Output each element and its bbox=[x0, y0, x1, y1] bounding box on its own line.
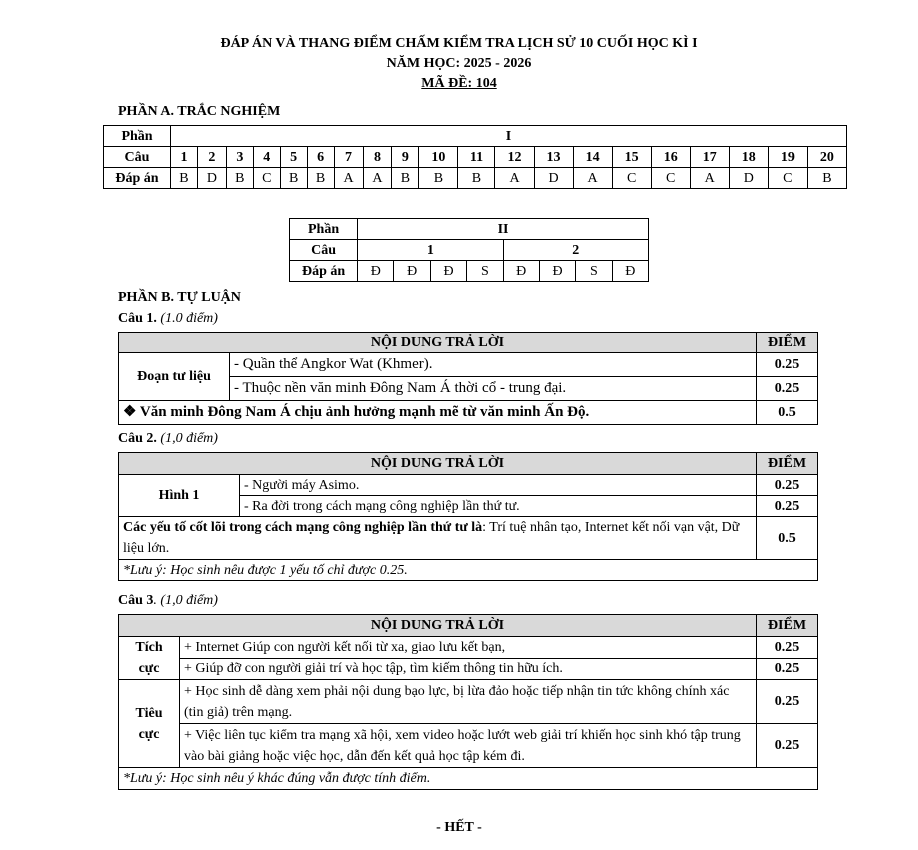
mc-question-number: 6 bbox=[307, 147, 334, 168]
mc-question-number: 17 bbox=[690, 147, 729, 168]
q3-group-positive-line2: cực bbox=[138, 661, 160, 676]
q1-heading bbox=[118, 311, 218, 327]
q3-group-negative bbox=[119, 680, 180, 768]
mc-question-number: 11 bbox=[458, 147, 495, 168]
q2-col-content: NỘI DUNG TRẢ LỜI bbox=[119, 453, 757, 475]
mc-question-number: 4 bbox=[253, 147, 280, 168]
q1-score-2: 0.25 bbox=[757, 377, 818, 401]
mc-answer-table bbox=[103, 125, 847, 189]
tf-answer-value: S bbox=[467, 261, 503, 282]
mc-answer-value: C bbox=[768, 168, 807, 189]
mc-question-number: 19 bbox=[768, 147, 807, 168]
tf-question-1: 1 bbox=[358, 240, 503, 261]
q3-table bbox=[118, 614, 818, 790]
q2-heading bbox=[118, 431, 218, 447]
q1-score-3: 0.5 bbox=[757, 401, 818, 425]
q1-points: (1.0 điểm) bbox=[160, 311, 218, 326]
q1-summary: ❖ Văn minh Đông Nam Á chịu ảnh hưởng mạnh mẽ từ văn minh Ấn Độ. bbox=[119, 401, 757, 425]
mc-question-number: 18 bbox=[729, 147, 768, 168]
mc-question-number: 12 bbox=[495, 147, 534, 168]
mc-answer-label: Đáp án bbox=[104, 168, 171, 189]
mc-answer-value: B bbox=[280, 168, 307, 189]
q3-note: *Lưu ý: Học sinh nêu ý khác đúng vẫn được tính điểm. bbox=[119, 768, 818, 790]
q3-score-1: 0.25 bbox=[757, 637, 818, 659]
mc-question-number: 10 bbox=[419, 147, 458, 168]
mc-answer-value: A bbox=[495, 168, 534, 189]
tf-part-label: Phần bbox=[290, 219, 358, 240]
q2-note: *Lưu ý: Học sinh nêu được 1 yếu tố chỉ được 0.25. bbox=[119, 560, 818, 581]
doc-title: ĐÁP ÁN VÀ THANG ĐIỂM CHẤM KIỂM TRA LỊCH SỬ 10 CUỐI HỌC KÌ I bbox=[220, 36, 698, 51]
mc-answer-value: B bbox=[419, 168, 458, 189]
mc-question-number: 7 bbox=[334, 147, 363, 168]
tf-answer-value: S bbox=[576, 261, 612, 282]
q3-item-1: + Internet Giúp con người kết nối từ xa, giao lưu kết bạn, bbox=[180, 637, 757, 659]
q3-label: Câu 3 bbox=[118, 593, 154, 608]
q2-score-3: 0.5 bbox=[757, 517, 818, 560]
q3-item-2: + Giúp đỡ con người giải trí và học tập, tìm kiếm thông tin hữu ích. bbox=[180, 658, 757, 680]
tf-answer-label: Đáp án bbox=[290, 261, 358, 282]
q2-score-2: 0.25 bbox=[757, 496, 818, 517]
q1-item-1: - Quần thể Angkor Wat (Khmer). bbox=[230, 353, 757, 377]
end-marker: - HẾT - bbox=[436, 820, 482, 835]
mc-answer-value: B bbox=[392, 168, 419, 189]
mc-part-label: Phần bbox=[104, 126, 171, 147]
mc-answer-value: B bbox=[807, 168, 846, 189]
mc-part-value: I bbox=[171, 126, 847, 147]
mc-question-label: Câu bbox=[104, 147, 171, 168]
q3-points: . (1,0 điểm) bbox=[153, 593, 218, 608]
q3-score-3: 0.25 bbox=[757, 680, 818, 724]
part-a-title: PHẦN A. TRẮC NGHIỆM bbox=[118, 104, 281, 119]
mc-question-number: 13 bbox=[534, 147, 573, 168]
exam-code bbox=[0, 76, 918, 92]
mc-answer-value: D bbox=[729, 168, 768, 189]
tf-answer-value: Đ bbox=[358, 261, 394, 282]
q1-col-content: NỘI DUNG TRẢ LỜI bbox=[119, 333, 757, 353]
q1-item-2: - Thuộc nền văn minh Đông Nam Á thời cổ - trung đại. bbox=[230, 377, 757, 401]
q2-points: (1,0 điểm) bbox=[160, 431, 218, 446]
tf-answer-value: Đ bbox=[430, 261, 466, 282]
q2-score-1: 0.25 bbox=[757, 475, 818, 496]
mc-answer-value: A bbox=[363, 168, 392, 189]
mc-answer-value: C bbox=[253, 168, 280, 189]
mc-answer-value: B bbox=[307, 168, 334, 189]
mc-answer-value: C bbox=[612, 168, 651, 189]
mc-answer-value: B bbox=[171, 168, 198, 189]
mc-question-number: 16 bbox=[651, 147, 690, 168]
q3-item-3: + Học sinh dễ dàng xem phải nội dung bạo lực, bị lừa đảo hoặc tiếp nhận tin tức không chính xác (tin giả) trên mạng. bbox=[180, 680, 757, 724]
q2-summary bbox=[119, 517, 757, 560]
school-year: NĂM HỌC: 2025 - 2026 bbox=[386, 56, 532, 71]
mc-answer-value: C bbox=[651, 168, 690, 189]
q2-col-score: ĐIỂM bbox=[757, 453, 818, 475]
mc-answer-value: A bbox=[334, 168, 363, 189]
q3-item-4: + Việc liên tục kiểm tra mạng xã hội, xem video hoặc lướt web giải trí khiến học sinh khó tập trung vào bài giảng hoặc việc học, dẫn đến kết quả học tập kém đi. bbox=[180, 724, 757, 768]
q1-group-label: Đoạn tư liệu bbox=[119, 353, 230, 401]
tf-answer-value: Đ bbox=[612, 261, 648, 282]
mc-answer-value: D bbox=[197, 168, 226, 189]
tf-answer-value: Đ bbox=[394, 261, 430, 282]
q2-summary-rest: : Trí tuệ nhân tạo, Internet kết nối vạn vật, Dữ liệu lớn. bbox=[123, 520, 740, 556]
q2-summary-bold: Các yếu tố cốt lõi trong cách mạng công nghiệp lần thứ tư là bbox=[123, 520, 483, 535]
q3-col-content: NỘI DUNG TRẢ LỜI bbox=[119, 615, 757, 637]
mc-question-number: 15 bbox=[612, 147, 651, 168]
tf-answer-value: Đ bbox=[539, 261, 575, 282]
mc-question-number: 8 bbox=[363, 147, 392, 168]
mc-question-number: 20 bbox=[807, 147, 846, 168]
q2-table bbox=[118, 452, 818, 581]
q2-group-label: Hình 1 bbox=[119, 475, 240, 517]
q3-group-negative-line2: cực bbox=[138, 726, 160, 742]
mc-answer-value: B bbox=[458, 168, 495, 189]
mc-question-number: 2 bbox=[197, 147, 226, 168]
q1-label: Câu 1. bbox=[118, 311, 157, 326]
q3-group-negative-line1: Tiêu bbox=[135, 705, 163, 721]
q1-table bbox=[118, 332, 818, 425]
part-b-title: PHẦN B. TỰ LUẬN bbox=[118, 290, 241, 305]
mc-question-number: 14 bbox=[573, 147, 612, 168]
q1-score-1: 0.25 bbox=[757, 353, 818, 377]
mc-question-number: 3 bbox=[226, 147, 253, 168]
q3-score-2: 0.25 bbox=[757, 658, 818, 680]
mc-question-number: 1 bbox=[171, 147, 198, 168]
mc-answer-value: A bbox=[573, 168, 612, 189]
q3-score-4: 0.25 bbox=[757, 724, 818, 768]
exam-code-text: MÃ ĐỀ: 104 bbox=[421, 76, 497, 91]
q3-col-score: ĐIỂM bbox=[757, 615, 818, 637]
q2-item-2: - Ra đời trong cách mạng công nghiệp lần thứ tư. bbox=[240, 496, 757, 517]
q1-col-score: ĐIỂM bbox=[757, 333, 818, 353]
tf-question-2: 2 bbox=[503, 240, 648, 261]
tf-answer-table bbox=[289, 218, 649, 282]
tf-question-label: Câu bbox=[290, 240, 358, 261]
q3-group-positive-line1: Tích bbox=[135, 640, 163, 655]
q3-heading bbox=[118, 593, 218, 609]
mc-answer-value: A bbox=[690, 168, 729, 189]
q3-group-positive bbox=[119, 637, 180, 680]
tf-answer-value: Đ bbox=[503, 261, 539, 282]
mc-question-number: 5 bbox=[280, 147, 307, 168]
tf-part-value: II bbox=[358, 219, 649, 240]
mc-answer-value: B bbox=[226, 168, 253, 189]
q2-label: Câu 2. bbox=[118, 431, 157, 446]
mc-question-number: 9 bbox=[392, 147, 419, 168]
q2-item-1: - Người máy Asimo. bbox=[240, 475, 757, 496]
mc-answer-value: D bbox=[534, 168, 573, 189]
